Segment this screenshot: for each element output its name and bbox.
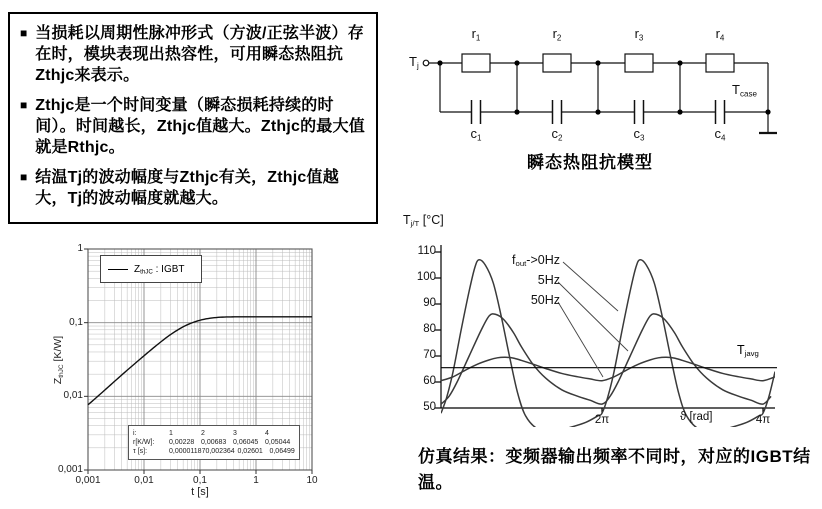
tj-y-tick-label: 90 bbox=[423, 297, 436, 309]
zth-y-axis-label: $Z_{thJC}$ [K/W] bbox=[52, 335, 65, 385]
resistor-label: $r_4$ bbox=[715, 26, 725, 43]
zth-y-tick-label: 0,1 bbox=[69, 316, 83, 328]
case-temp-label: $T_{case}$ bbox=[732, 82, 757, 99]
capacitor-label: $c_4$ bbox=[714, 126, 726, 143]
zth-x-tick-label: 1 bbox=[253, 475, 259, 486]
zth-x-tick-label: 0,001 bbox=[75, 475, 101, 486]
tj-plot bbox=[400, 205, 822, 443]
zth-x-tick-label: 0,01 bbox=[134, 475, 154, 486]
tj-y-axis-label: $T_{j/T}$ [°C] bbox=[403, 213, 444, 229]
bullet-item bbox=[20, 167, 366, 209]
table-row: i: 1 2 3 4 bbox=[133, 430, 269, 437]
thermal-model-diagram bbox=[410, 0, 822, 190]
tj-x-tick-label: 2π bbox=[594, 414, 610, 426]
tj-y-tick-label: 50 bbox=[423, 401, 436, 413]
legend-line-icon bbox=[108, 269, 128, 270]
capacitor-label: $c_3$ bbox=[633, 126, 645, 143]
foster-parameter-table bbox=[128, 425, 300, 460]
bullet-item bbox=[20, 95, 366, 158]
zth-chart bbox=[15, 238, 360, 504]
zth-x-axis-label: t [s] bbox=[191, 486, 209, 498]
tj-y-tick-label: 70 bbox=[423, 349, 436, 361]
zth-y-tick-label: 0,001 bbox=[57, 464, 83, 475]
annotation-f5hz: 5Hz bbox=[537, 273, 560, 287]
bullet-text: 当损耗以周期性脉冲形式（方波/正弦半波）存在时，模块表现出热容性，可用瞬态热阻抗Zthjc来表示。 bbox=[35, 25, 364, 84]
tjavg-label: $T_{javg}$ bbox=[737, 343, 759, 359]
junction-temp-label: $T_j$ bbox=[409, 54, 419, 71]
simulation-caption: 仿真结果：变频器输出频率不同时，对应的IGBT结温。 bbox=[418, 447, 811, 493]
bullet-text: 结温Tj的波动幅度与Zthjc有关，Zthjc值越大，Tj的波动幅度就越大。 bbox=[35, 169, 339, 207]
resistor-label: $r_2$ bbox=[552, 26, 562, 43]
bullet-square-icon: ■ bbox=[20, 26, 28, 40]
bullet-square-icon: ■ bbox=[20, 98, 28, 112]
annotation-f50hz: 50Hz bbox=[530, 293, 560, 307]
resistor-label: $r_1$ bbox=[471, 26, 481, 43]
legend-text: $Z_{thJC}$ : IGBT bbox=[134, 263, 185, 276]
capacitor-label: $c_2$ bbox=[551, 126, 563, 143]
zth-x-tick-label: 10 bbox=[306, 475, 318, 486]
tj-x-axis-label: ϑ [rad] bbox=[680, 411, 713, 423]
bullet-square-icon: ■ bbox=[20, 170, 28, 184]
resistor-label: $r_3$ bbox=[634, 26, 644, 43]
zth-y-tick-label: 1 bbox=[77, 243, 83, 254]
tj-x-tick-label: 4π bbox=[755, 414, 771, 426]
annotation-f0hz: $f_{out}->0Hz$ bbox=[512, 253, 560, 269]
info-box bbox=[8, 12, 378, 224]
tj-chart bbox=[400, 205, 822, 443]
zth-y-tick-label: 0,01 bbox=[63, 390, 83, 402]
table-row: τ [s]: 0,00001187 0,002364 0,02601 0,06499 bbox=[133, 448, 295, 455]
tj-y-tick-label: 100 bbox=[416, 271, 436, 283]
bullet-text: Zthjc是一个时间变量（瞬态损耗持续的时间）。时间越长，Zthjc值越大。Zthjc的最大值就是Rthjc。 bbox=[35, 97, 365, 156]
zth-legend bbox=[100, 255, 202, 283]
tj-y-tick-label: 110 bbox=[417, 245, 436, 257]
bullet-item bbox=[20, 23, 366, 86]
tj-y-tick-label: 60 bbox=[423, 375, 436, 387]
capacitor-label: $c_1$ bbox=[470, 126, 482, 143]
circuit-caption: 瞬态热阻抗模型 bbox=[527, 153, 653, 172]
tj-y-tick-label: 80 bbox=[423, 323, 436, 335]
table-row: r[K/W]: 0,00228 0,00683 0,06045 0,05044 bbox=[133, 439, 291, 446]
zth-x-tick-label: 0,1 bbox=[193, 475, 207, 486]
